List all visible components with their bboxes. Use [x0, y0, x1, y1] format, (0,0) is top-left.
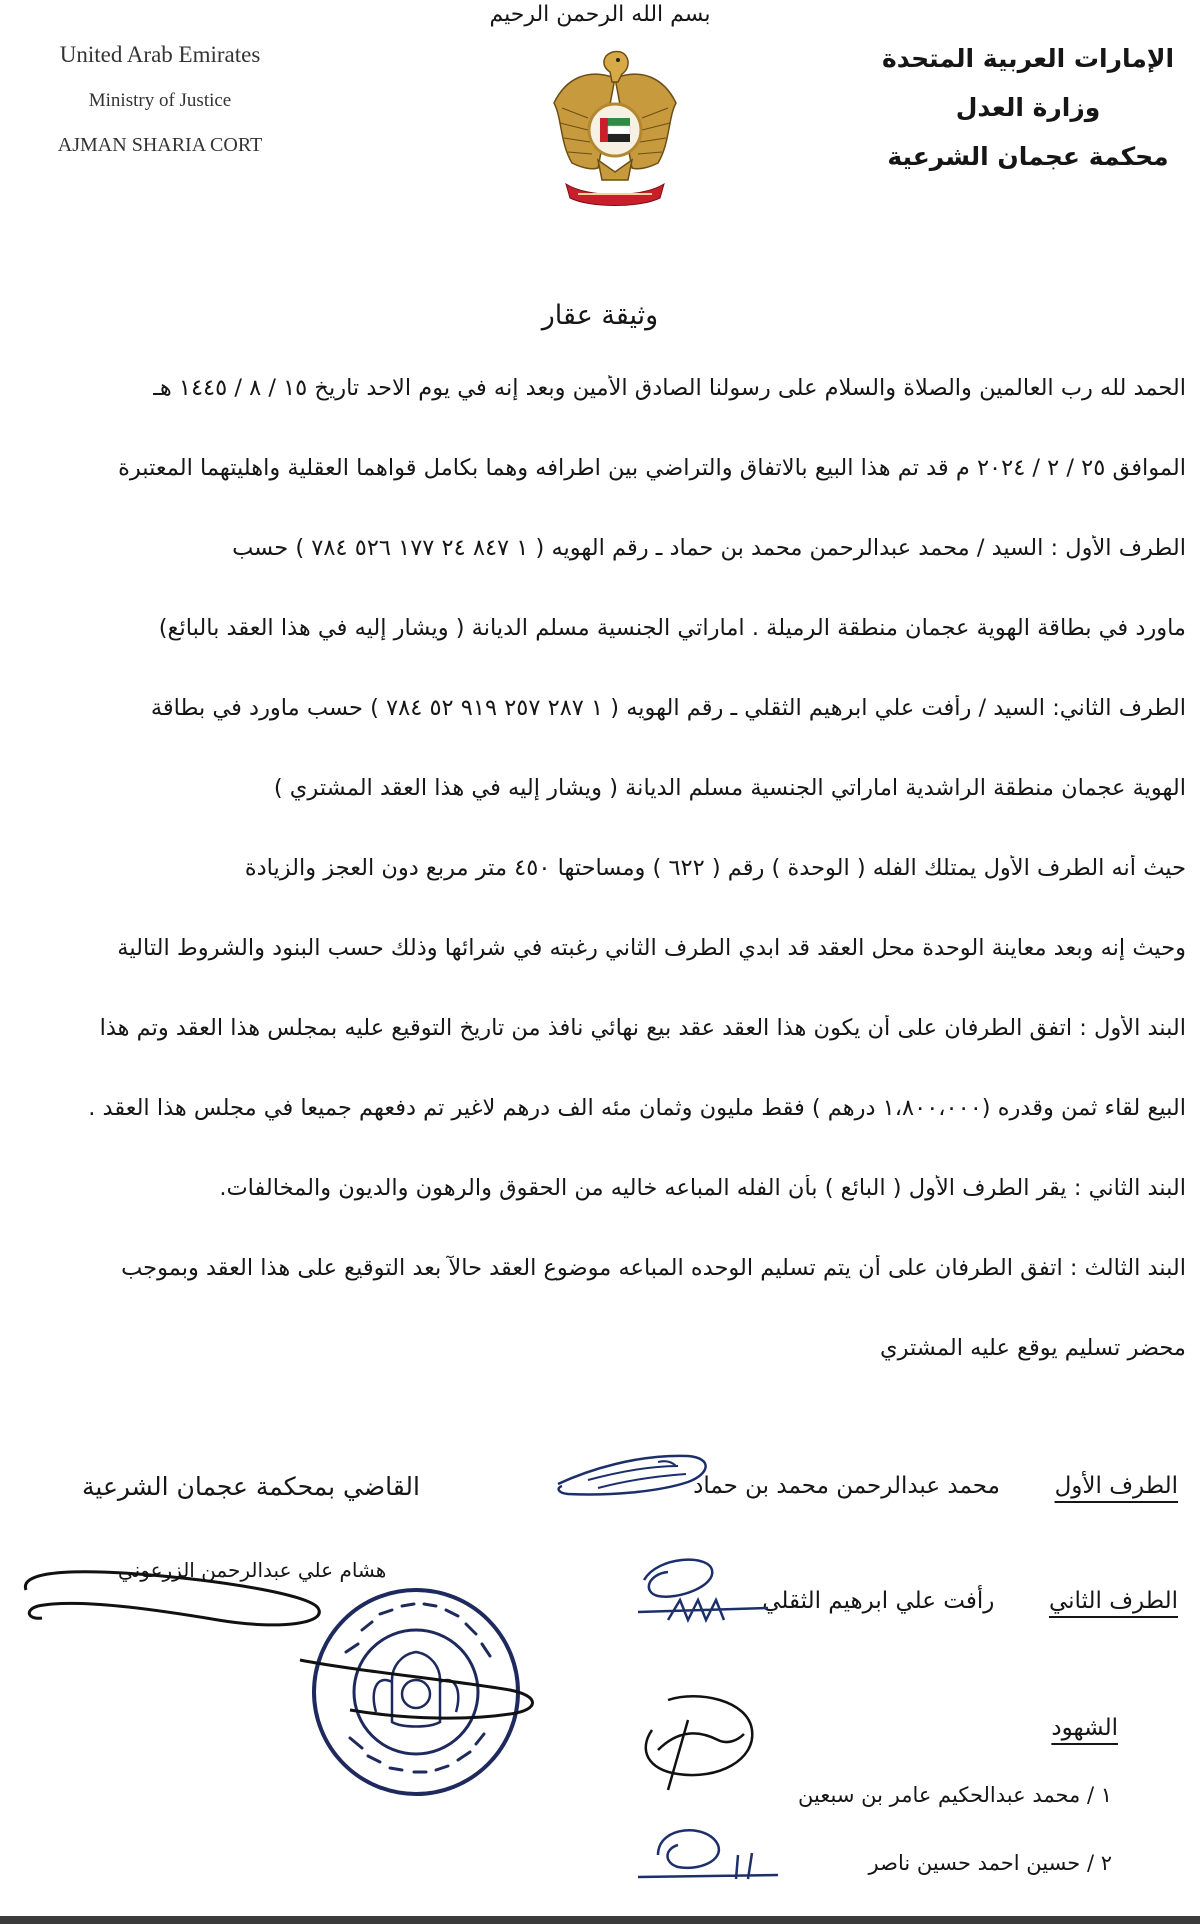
witness-item: ٢ / حسين احمد حسين ناصر — [868, 1851, 1112, 1875]
judge-signature-icon — [18, 1560, 338, 1640]
witness-item: ١ / محمد عبدالحكيم عامر بن سبعين — [798, 1783, 1112, 1807]
contract-line: البيع لقاء ثمن وقدره (١،٨٠٠،٠٠٠ درهم ) فقط مليون وثمان مئه الف درهم لاغير تم دفعهم جميعا في مجلس هذا العقد . — [88, 1095, 1186, 1121]
contract-line: وحيث إنه وبعد معاينة الوحدة محل العقد قد ابدي الطرف الثاني رغبته في شرائها وذلك حسب البنود والشروط التالية — [117, 935, 1186, 961]
contract-line: الطرف الأول : السيد / محمد عبدالرحمن محمد بن حماد ـ رقم الهويه ( ١ ٨٤٧ ٢٤ ١٧٧ ٥٢٦ ٧٨٤ ) حسب — [232, 535, 1186, 561]
header-ministry-en: Ministry of Justice — [88, 90, 232, 111]
contract-line: ماورد في بطاقة الهوية عجمان منطقة الرميلة . اماراتي الجنسية مسلم الديانة ( ويشار إليه في هذا العقد بالبائع) — [158, 615, 1186, 641]
second-party-signature-icon — [628, 1550, 778, 1640]
contract-line: الحمد لله رب العالمين والصلاة والسلام على رسولنا الصادق الأمين وبعد إنه في يوم الاحد تاريخ ١٥ / ٨ / ١٤٤٥ هـ — [153, 375, 1186, 401]
contract-line: محضر تسليم يوقع عليه المشتري — [879, 1335, 1186, 1361]
header-court-ar: محكمة عجمان الشرعية — [887, 142, 1169, 171]
second-party-row — [762, 1588, 1178, 1614]
document-title: وثيقة عقار — [541, 300, 659, 331]
contract-line: الطرف الثاني: السيد / رأفت علي ابرهيم الثقلي ـ رقم الهويه ( ١ ٢٨٧ ٢٥٧ ٩١٩ ٥٢ ٧٨٤ ) حسب ماورد في بطاقة — [150, 695, 1186, 721]
contract-line: الهوية عجمان منطقة الراشدية اماراتي الجنسية مسلم الديانة ( ويشار إليه في هذا العقد المشتري ) — [273, 775, 1186, 801]
seal-overlap-signature-icon — [290, 1640, 550, 1740]
witness-1-signature-icon — [628, 1690, 778, 1800]
first-party-name: محمد عبدالرحمن محمد بن حماد — [693, 1473, 1000, 1499]
second-party-label: الطرف الثاني — [1048, 1588, 1178, 1614]
contract-line: حيث أنه الطرف الأول يمتلك الفله ( الوحدة ) رقم ( ٦٢٢ ) ومساحتها ٤٥٠ متر مربع دون العجز والزيادة — [244, 855, 1186, 881]
contract-line: البند الثاني : يقر الطرف الأول ( البائع ) بأن الفله المباعه خاليه من الحقوق والرهون والديون والمخالفات. — [219, 1175, 1186, 1201]
first-party-signature-icon — [548, 1440, 718, 1510]
header-court-en: AJMAN SHARIA CORT — [57, 134, 263, 156]
contract-line: الموافق ٢٥ / ٢ / ٢٠٢٤ م قد تم هذا البيع بالاتفاق والتراضي بين اطرافه وهما بكامل قواهما العقلية واهليتهما المعتبرة — [118, 455, 1186, 481]
uae-emblem-icon — [548, 48, 682, 208]
bottom-border — [0, 1916, 1200, 1924]
basmala: بسم الله الرحمن الرحيم — [489, 2, 711, 27]
first-party-label: الطرف الأول — [1054, 1473, 1178, 1499]
first-party-row — [693, 1473, 1178, 1499]
header-ministry-ar: وزارة العدل — [955, 93, 1101, 122]
header-country-ar: الإمارات العربية المتحدة — [881, 44, 1175, 73]
english-header — [30, 42, 290, 179]
witnesses-label: الشهود — [1051, 1715, 1118, 1741]
contract-line: البند الثالث : اتفق الطرفان على أن يتم تسليم الوحده المباعه موضوع العقد حالآ بعد التوقيع على هذا العقد وبموجب — [121, 1255, 1186, 1281]
second-party-name: رأفت علي ابرهيم الثقلي — [762, 1588, 995, 1614]
contract-line: البند الأول : اتفق الطرفان على أن يكون هذا العقد عقد بيع نهائي نافذ من تاريخ التوقيع عليه بمجلس هذا العقد وتم هذا — [99, 1015, 1186, 1041]
judge-title: القاضي بمحكمة عجمان الشرعية — [82, 1472, 420, 1501]
witness-2-signature-icon — [628, 1815, 788, 1895]
arabic-header — [878, 44, 1178, 191]
judge-name: هشام علي عبدالرحمن الزرعوني — [118, 1558, 387, 1582]
header-country-en: United Arab Emirates — [59, 42, 261, 67]
